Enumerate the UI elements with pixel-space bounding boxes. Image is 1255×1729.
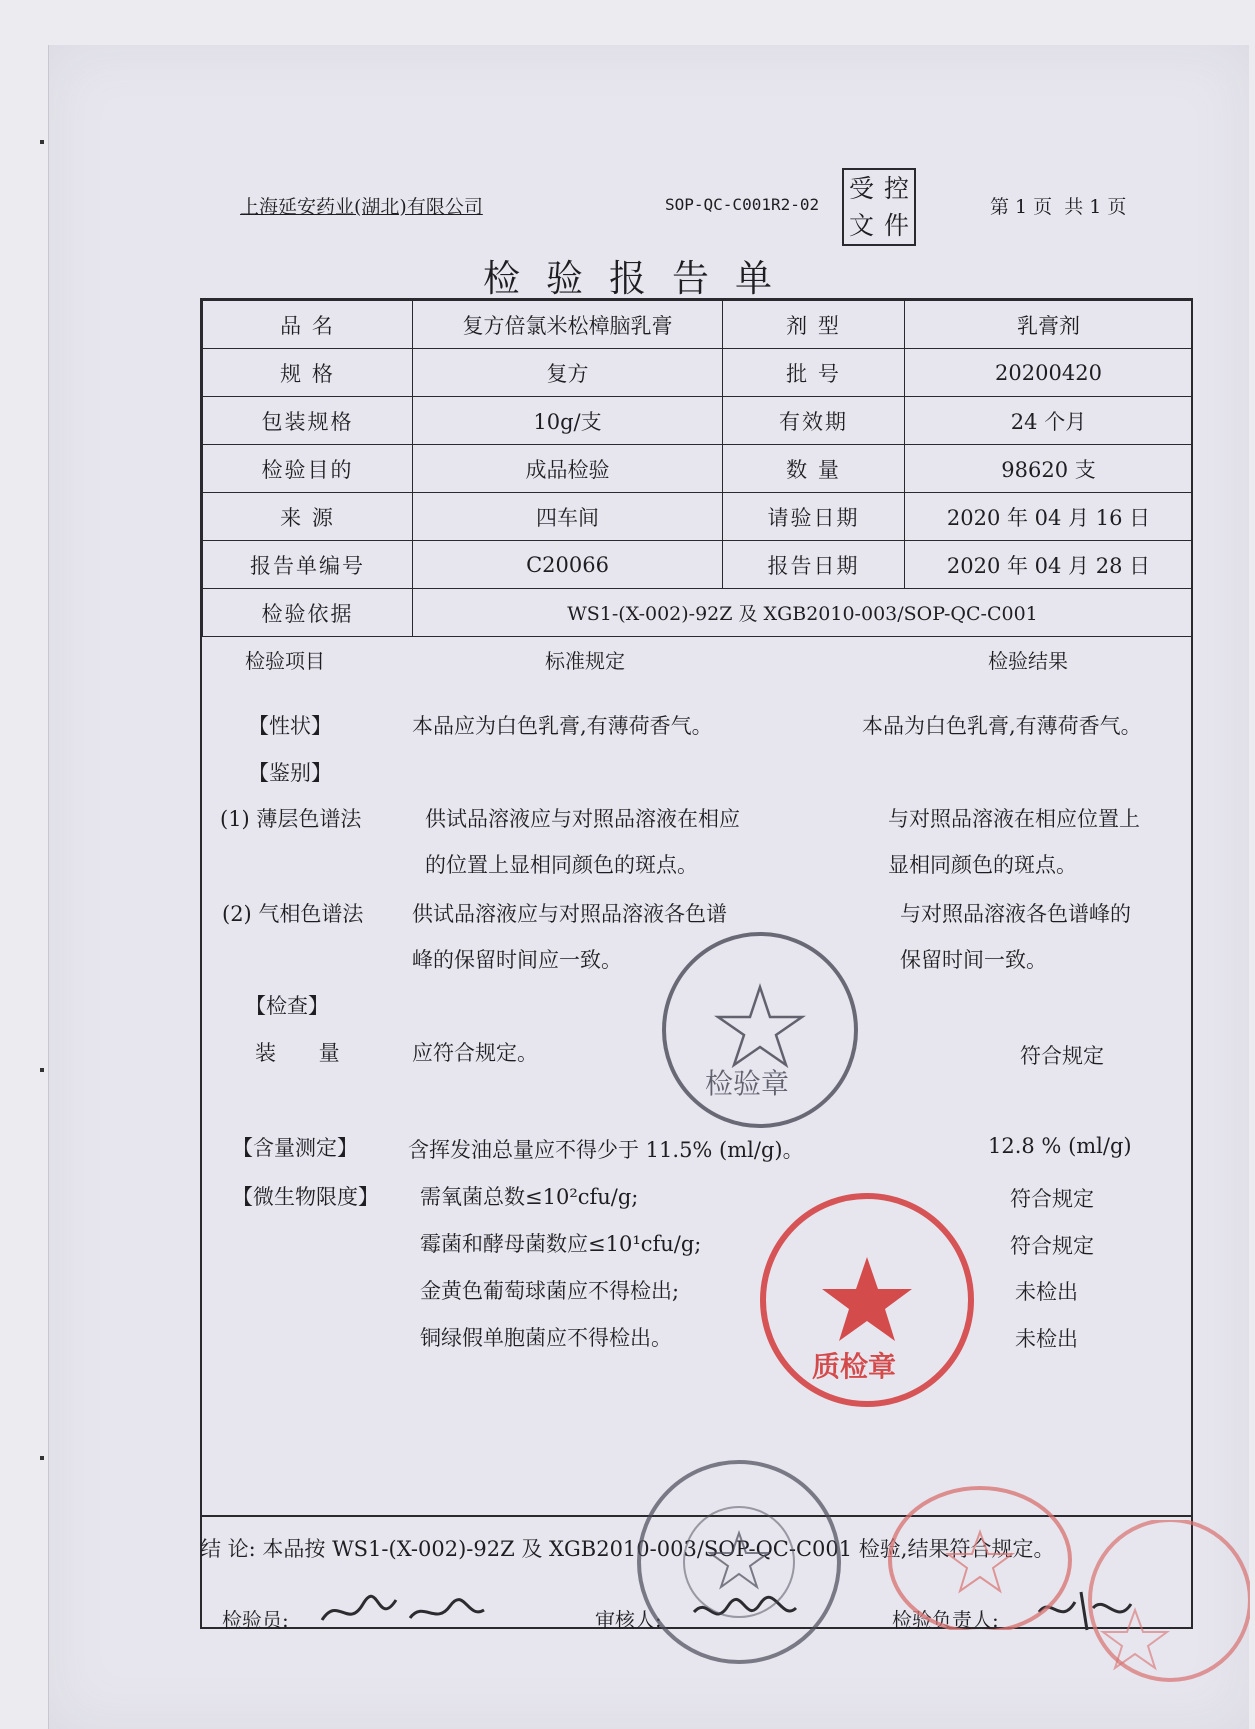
signature-mark — [318, 1590, 488, 1636]
assay-result: 12.8 % (ml/g) — [988, 1134, 1132, 1158]
dosage-form: 乳膏剂 — [905, 301, 1193, 349]
qc-seal-center: 质检章 — [812, 1350, 897, 1383]
tlc-label: (1) 薄层色谱法 — [220, 807, 362, 831]
product-name: 复方倍氯米松樟脑乳膏 — [413, 301, 723, 349]
purpose-label: 检验目的 — [203, 445, 413, 493]
quantity-label: 数 量 — [723, 445, 905, 493]
assay-label: 【含量测定】 — [232, 1136, 358, 1160]
supervisor-label: 检验负责人: — [892, 1608, 999, 1632]
microbial-standard: 霉菌和酵母菌数应≤10¹cfu/g; — [420, 1232, 702, 1256]
package-label: 包装规格 — [203, 397, 413, 445]
report-date: 2020 年 04 月 28 日 — [905, 541, 1193, 589]
report-number-label: 报告单编号 — [203, 541, 413, 589]
controlled-document-stamp: 受 控 文 件 — [842, 168, 916, 246]
gc-standard: 峰的保留时间应一致。 — [412, 948, 622, 972]
signature-mark — [1035, 1586, 1135, 1634]
punch-mark — [40, 1456, 44, 1460]
expiry-label: 有效期 — [723, 397, 905, 445]
spec-value: 复方 — [413, 349, 723, 397]
table-row — [203, 445, 1193, 493]
document-code: SOP-QC-C001R2-02 — [665, 195, 820, 214]
gc-result: 保留时间一致。 — [900, 948, 1047, 972]
column-item: 检验项目 — [245, 649, 325, 673]
basis-label: 检验依据 — [203, 589, 413, 637]
product-name-label: 品 名 — [203, 301, 413, 349]
table-row — [203, 397, 1193, 445]
microbial-result: 未检出 — [1015, 1280, 1078, 1304]
report-title: 检验报告单 — [483, 257, 798, 300]
source-label: 来 源 — [203, 493, 413, 541]
supervisor-signature — [1035, 1586, 1135, 1642]
inspection-seal-center: 检验章 — [705, 1067, 790, 1100]
basis-value: WS1-(X-002)-92Z 及 XGB2010-003/SOP-QC-C001 — [413, 589, 1193, 637]
expiry-value: 24 个月 — [905, 397, 1193, 445]
appearance-label: 【性状】 — [248, 714, 332, 738]
punch-mark — [40, 1068, 44, 1072]
punch-mark — [40, 140, 44, 144]
fill-result: 符合规定 — [1020, 1044, 1104, 1068]
table-row — [203, 589, 1193, 637]
gc-standard: 供试品溶液应与对照品溶液各色谱 — [412, 902, 727, 926]
reviewer-label: 审核人: — [595, 1608, 662, 1632]
report-number: C20066 — [413, 541, 723, 589]
batch-number: 20200420 — [905, 349, 1193, 397]
identification-label: 【鉴别】 — [248, 761, 332, 785]
divider — [202, 1515, 1192, 1517]
gc-label: (2) 气相色谱法 — [222, 902, 364, 926]
table-row — [203, 349, 1193, 397]
signature-mark — [690, 1592, 800, 1632]
appearance-standard: 本品应为白色乳膏,有薄荷香气。 — [412, 714, 713, 738]
tlc-result: 显相同颜色的斑点。 — [888, 853, 1077, 877]
fill-standard: 应符合规定。 — [412, 1041, 538, 1065]
microbial-standard: 金黄色葡萄球菌应不得检出; — [420, 1279, 680, 1303]
request-date: 2020 年 04 月 16 日 — [905, 493, 1193, 541]
column-result: 检验结果 — [988, 649, 1068, 673]
fill-label: 装 量 — [255, 1041, 358, 1065]
purpose-value: 成品检验 — [413, 445, 723, 493]
package-value: 10g/支 — [413, 397, 723, 445]
quantity-value: 98620 支 — [905, 445, 1193, 493]
table-row — [203, 493, 1193, 541]
source-value: 四车间 — [413, 493, 723, 541]
gc-result: 与对照品溶液各色谱峰的 — [900, 902, 1131, 926]
assay-standard: 含挥发油总量应不得少于 11.5% (ml/g)。 — [408, 1138, 804, 1162]
batch-label: 批 号 — [723, 349, 905, 397]
reviewer-signature — [690, 1592, 800, 1640]
report-date-label: 报告日期 — [723, 541, 905, 589]
appearance-result: 本品为白色乳膏,有薄荷香气。 — [862, 714, 1142, 738]
company-name: 上海延安药业(湖北)有限公司 — [240, 196, 483, 218]
conclusion: 结 论: 本品按 WS1-(X-002)-92Z 及 XGB2010-003/SOP-QC-C001 检验,结果符合规定。 — [200, 1537, 1055, 1561]
microbial-standard: 需氧菌总数≤10²cfu/g; — [420, 1185, 639, 1209]
page-number: 第 1 页 共 1 页 — [990, 196, 1127, 218]
tlc-result: 与对照品溶液在相应位置上 — [888, 807, 1140, 831]
column-standard: 标准规定 — [545, 649, 625, 673]
tlc-standard: 的位置上显相同颜色的斑点。 — [425, 853, 698, 877]
spec-label: 规 格 — [203, 349, 413, 397]
tlc-standard: 供试品溶液应与对照品溶液在相应 — [425, 807, 740, 831]
microbial-result: 符合规定 — [1010, 1234, 1094, 1258]
microbial-result: 符合规定 — [1010, 1187, 1094, 1211]
table-row — [203, 541, 1193, 589]
table-row — [203, 301, 1193, 349]
inspector-signature — [318, 1590, 488, 1644]
microbial-result: 未检出 — [1015, 1327, 1078, 1351]
inspection-label: 【检查】 — [245, 994, 329, 1018]
inspector-label: 检验员: — [222, 1608, 289, 1632]
request-date-label: 请验日期 — [723, 493, 905, 541]
microbial-standard: 铜绿假单胞菌应不得检出。 — [420, 1326, 672, 1350]
info-table — [202, 300, 1193, 637]
microbial-label: 【微生物限度】 — [232, 1185, 379, 1209]
dosage-form-label: 剂 型 — [723, 301, 905, 349]
